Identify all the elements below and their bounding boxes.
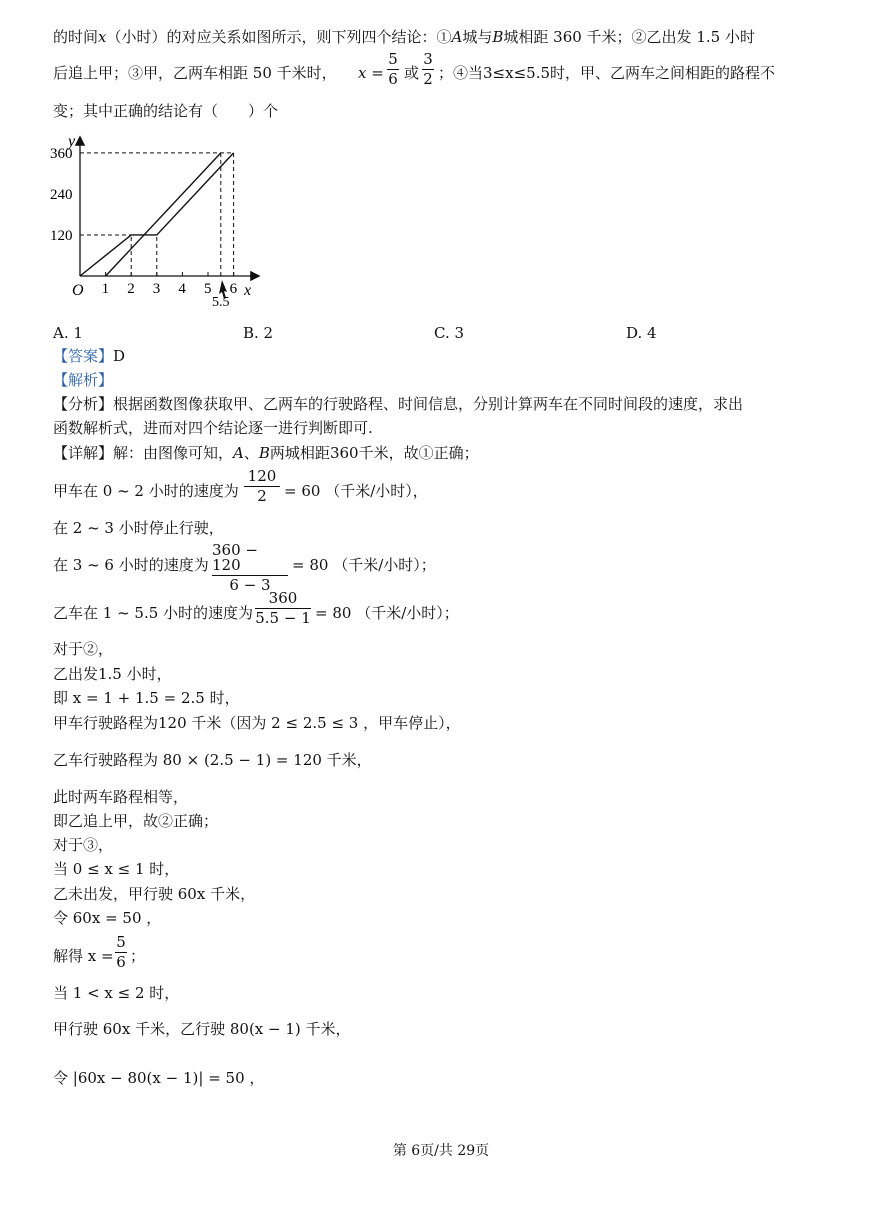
- series-line-jia: [80, 153, 234, 276]
- denominator: 6 − 3: [229, 576, 271, 594]
- numerator: 3: [423, 50, 433, 68]
- step-3-fraction: [212, 543, 288, 593]
- origin-label: O: [72, 282, 84, 299]
- analysis-tag: 【解析】: [53, 371, 114, 389]
- denominator: 2: [423, 70, 433, 88]
- distance-time-graph: [46, 132, 276, 317]
- x-tick-label-2: 2: [127, 281, 135, 297]
- step-1-text: 甲车在 0 ~ 2 小时的速度为: [53, 482, 239, 500]
- option-c: C. 3: [434, 324, 465, 342]
- step-13: 当 0 ≤ x ≤ 1 时，: [53, 860, 180, 878]
- fenxi-tag: 【分析】: [53, 395, 114, 413]
- fraction-3-2: [422, 52, 434, 87]
- step-9: 乙车行驶路程为 80 × (2.5 − 1) = 120 千米，: [53, 751, 372, 769]
- step-2: 在 2 ~ 3 小时停止行驶，: [53, 519, 224, 537]
- equation-x: x =: [358, 64, 384, 82]
- text: ；④当: [438, 64, 484, 82]
- step-11: 即乙追上甲，故②正确；: [53, 812, 219, 830]
- x-tick-label-6: 6: [229, 281, 238, 297]
- denominator: 2: [257, 487, 267, 505]
- denominator: 6: [116, 953, 126, 971]
- step-5: 对于②，: [53, 640, 114, 658]
- numerator: 5: [388, 50, 398, 68]
- step-17: 当 1 < x ≤ 2 时，: [53, 984, 180, 1002]
- x-tick-label-1: 1: [101, 281, 110, 297]
- answer-value: D: [113, 347, 126, 365]
- var-B: B: [258, 444, 270, 462]
- step-14: 乙未出发，甲行驶 60x 千米，: [53, 885, 256, 903]
- numerator: 360 − 120: [212, 541, 258, 574]
- text: 城相距 360 千米；②乙出发 1.5 小时: [503, 28, 755, 46]
- question-line-3: 变；其中正确的结论有（ ）个: [53, 102, 279, 120]
- x-axis-label: x: [244, 282, 252, 299]
- y-axis-label: y: [68, 133, 76, 150]
- option-a: A. 1: [53, 324, 83, 342]
- answer-line: [53, 349, 125, 364]
- var-x: x: [98, 28, 107, 46]
- x-tick-label-5: 5: [204, 281, 212, 297]
- step-12: 对于③，: [53, 836, 114, 854]
- text: 后追上甲；③甲，乙两车相距 50 千米时，: [53, 64, 337, 82]
- step-7: 即 x = 1 + 1.5 = 2.5 时，: [53, 689, 240, 707]
- step-6: 乙出发1.5 小时，: [53, 665, 172, 683]
- numerator: 360: [268, 589, 298, 607]
- question-line-1: [53, 30, 755, 45]
- text: 城与: [462, 28, 493, 46]
- text: 根据函数图像获取甲、乙两车的行驶路程、时间信息，分别计算两车在不同时间段的速度，求出: [113, 395, 744, 413]
- fraction-5-6: [387, 52, 399, 87]
- y-tick-label-360: 360: [50, 145, 73, 162]
- xiangjie-tag: 【详解】: [53, 444, 114, 462]
- x-tick-label-4: 4: [178, 281, 186, 297]
- var-A: A: [233, 444, 244, 462]
- denominator: 5.5 − 1: [255, 609, 311, 627]
- x-tick-label-3: 3: [152, 281, 161, 297]
- step-4-result: = 80 （千米/小时）；: [315, 604, 459, 622]
- xiangjie-line: [53, 446, 479, 461]
- step-4-fraction: [255, 591, 311, 626]
- answer-tag: 【答案】: [53, 347, 114, 365]
- y-tick-label-240: 240: [50, 186, 73, 203]
- step-16-fraction: [115, 935, 127, 970]
- var-A: A: [451, 28, 463, 46]
- step-1-result: = 60 （千米/小时），: [284, 482, 428, 500]
- question-line-2-b: [438, 66, 775, 81]
- denominator: 6: [388, 70, 398, 88]
- step-18: 甲行驶 60x 千米，乙行驶 80(x − 1) 千米，: [53, 1020, 351, 1038]
- option-d: D. 4: [626, 324, 657, 342]
- step-19: 令 |60x − 80(x − 1)| = 50 ，: [53, 1069, 265, 1087]
- step-16-end: ；: [130, 947, 146, 965]
- fenxi-line-2: 函数解析式，进而对四个结论逐一进行判断即可.: [53, 419, 373, 437]
- range: 3≤x≤5.5: [483, 64, 551, 82]
- text: 千米，故①正确；: [358, 444, 479, 462]
- question-line-2-a: [53, 66, 337, 81]
- text: 解：由图像可知，: [113, 444, 234, 462]
- page-footer: 第 6页/共 29页: [392, 1143, 490, 1159]
- y-tick-label-120: 120: [50, 227, 73, 244]
- text: 两城相距: [269, 444, 330, 462]
- step-8: 甲车行驶路程为120 千米（因为 2 ≤ 2.5 ≤ 3 ，甲车停止），: [53, 714, 461, 732]
- step-16-text: 解得 x =: [53, 947, 114, 965]
- step-1-fraction: [244, 469, 280, 504]
- option-b: B. 2: [243, 324, 274, 342]
- text: 、: [243, 444, 259, 462]
- step-10: 此时两车路程相等，: [53, 788, 189, 806]
- x-tick-5-5-label: 5.5: [212, 295, 230, 310]
- step-4-text: 乙车在 1 ~ 5.5 小时的速度为: [53, 604, 254, 622]
- numerator: 5: [116, 933, 126, 951]
- step-15: 令 60x = 50 ，: [53, 909, 162, 927]
- text: 的时间: [53, 28, 99, 46]
- text: （小时）的对应关系如图所示，则下列四个结论：①: [106, 28, 452, 46]
- text-or: 或: [404, 64, 420, 82]
- series-line-yi: [106, 153, 221, 276]
- numerator: 120: [247, 467, 277, 485]
- text: 时，甲、乙两车之间相距的路程不: [550, 64, 776, 82]
- number: 360: [329, 444, 359, 462]
- step-3-text: 在 3 ~ 6 小时的速度为: [53, 556, 209, 574]
- fenxi-line-1: [53, 397, 743, 412]
- var-B: B: [492, 28, 504, 46]
- step-3-result: = 80 （千米/小时）；: [292, 556, 436, 574]
